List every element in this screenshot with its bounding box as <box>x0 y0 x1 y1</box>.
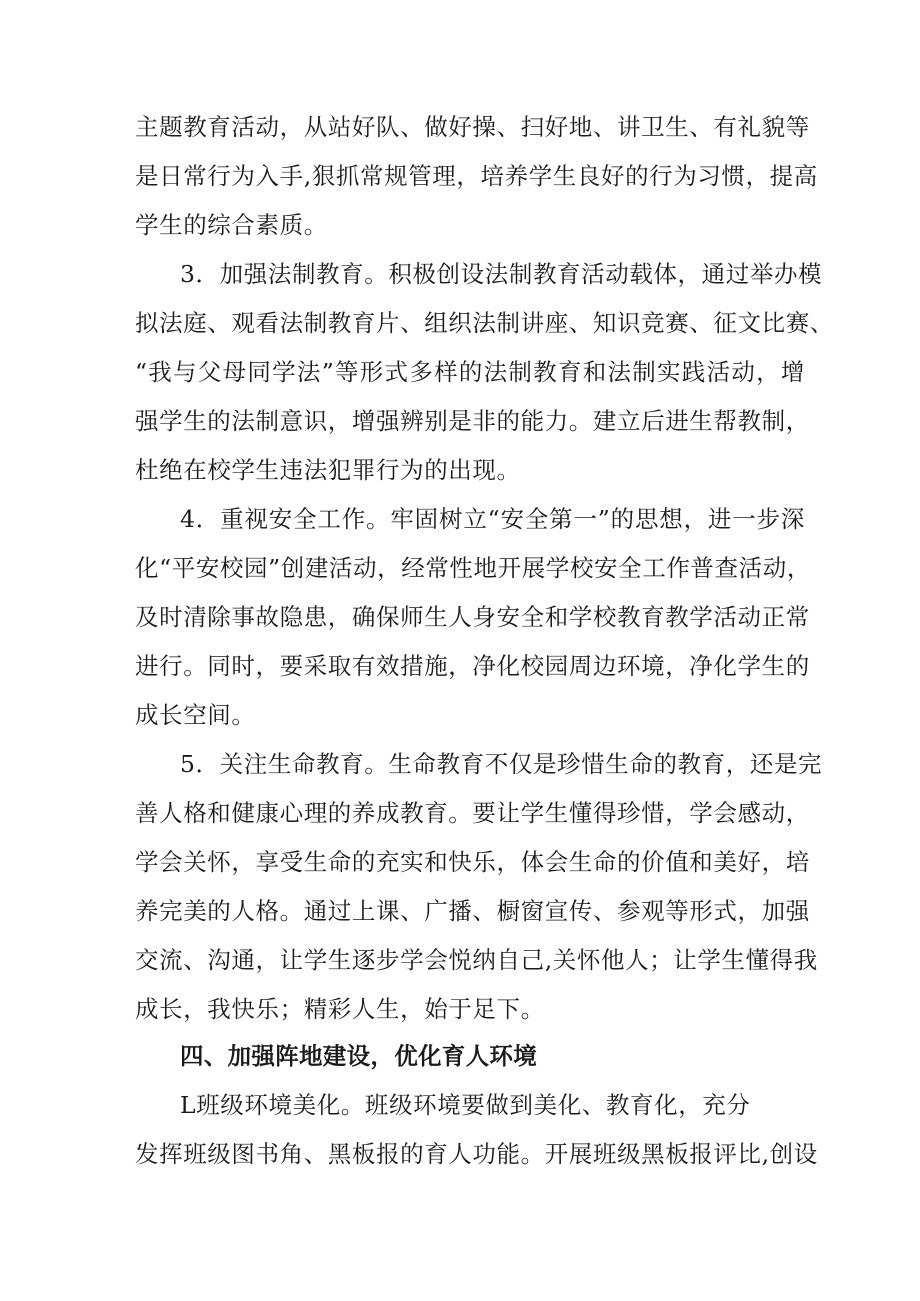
text-line-10: 化“平安校园”创建活动，经常性地开展学校安全工作普查活动， <box>135 554 811 582</box>
text-line-13: 成长空间。 <box>135 701 256 729</box>
text-line-7: 强学生的法制意识，增强辨别是非的能力。建立后进生帮教制， <box>135 407 810 435</box>
text-line-6: “我与父母同学法”等形式多样的法制教育和法制实践活动，增 <box>135 358 805 386</box>
text-line-16: 学会关怀，享受生命的充实和快乐，体会生命的价值和美好，培 <box>135 848 810 876</box>
text-line-21: L班级环境美化。班级环境要做到美化、教育化，充分 <box>180 1091 751 1119</box>
text-line-8: 杜绝在校学生违法犯罪行为的出现。 <box>135 456 521 484</box>
text-line-19: 成长，我快乐；精彩人生，始于足下。 <box>135 995 545 1023</box>
text-line-14: 5．关注生命教育。生命教育不仅是珍惜生命的教育，还是完 <box>180 750 823 778</box>
text-line-9: 4．重视安全工作。牢固树立“安全第一”的思想，进一步深 <box>180 505 805 533</box>
text-line-22: 发挥班级图书角、黑板报的育人功能。开展班级黑板报评比,创设 <box>135 1140 818 1168</box>
text-line-17: 养完美的人格。通过上课、广播、橱窗宣传、参观等形式，加强 <box>135 897 810 925</box>
text-line-1: 主题教育活动，从站好队、做好操、扫好地、讲卫生、有礼貌等 <box>135 113 810 141</box>
text-line-4: 3．加强法制教育。积极创设法制教育活动载体，通过举办模 <box>180 260 823 288</box>
text-line-3: 学生的综合素质。 <box>135 211 328 239</box>
text-line-5: 拟法庭、观看法制教育片、组织法制讲座、知识竞赛、征文比赛、 <box>135 309 834 337</box>
text-line-12: 进行。同时，要采取有效措施，净化校园周边环境，净化学生的 <box>135 652 810 680</box>
text-line-18: 交流、沟通，让学生逐步学会悦纳自己,关怀他人；让学生懂得我 <box>135 946 818 974</box>
section-heading: 四、加强阵地建设，优化育人环境 <box>180 1042 537 1070</box>
text-line-11: 及时清除事故隐患，确保师生人身安全和学校教育教学活动正常 <box>135 603 810 631</box>
text-line-15: 善人格和健康心理的养成教育。要让学生懂得珍惜，学会感动， <box>135 799 810 827</box>
text-line-2: 是日常行为入手,狠抓常规管理，培养学生良好的行为习惯，提高 <box>135 162 818 190</box>
